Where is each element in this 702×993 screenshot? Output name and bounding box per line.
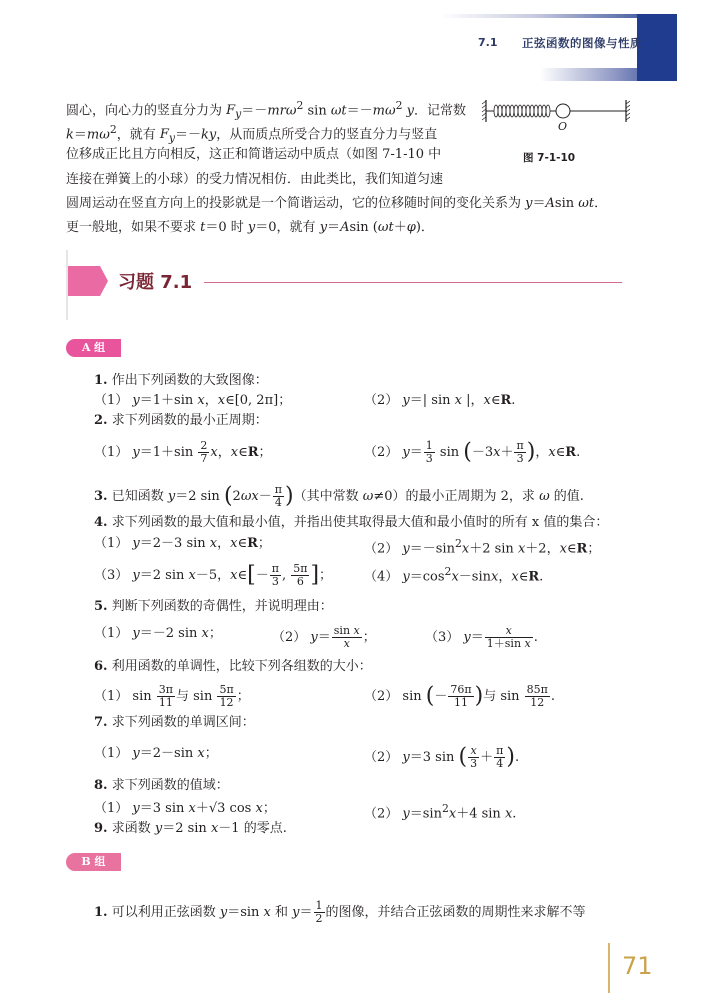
figure-caption: 图 7-1-10 xyxy=(523,152,576,164)
question-6 xyxy=(94,658,372,676)
intro-line-2: $k=m\omega^2$，就有 $F_y=-ky$，从而质点所受合力的竖直分力与竖直 xyxy=(66,123,438,145)
question-number: 7. xyxy=(94,715,108,730)
question-stem: 求下列函数的最小正周期： xyxy=(111,413,268,428)
group-a-badge: A 组 xyxy=(66,339,121,357)
intro-line-4: 连接在弹簧上的小球）的受力情况相仿．由此类比，我们知道匀速 xyxy=(66,172,444,187)
question-7 xyxy=(94,714,255,732)
section-title: 正弦函数的图像与性质 xyxy=(522,36,642,50)
question-5-part-3: （3） y＝ $\frac{x}{\text{1＋sin x}}$ . xyxy=(425,624,538,650)
exercise-title-rule xyxy=(204,282,622,283)
question-5-part-1: （1） y＝－2 sin x； xyxy=(94,626,222,641)
question-stem: 求下列函数的值域： xyxy=(111,778,229,793)
question-2-part-1: （1） y＝1＋sin $\frac{2}{7}$ x，x∈R； xyxy=(94,439,272,465)
header-blue-block xyxy=(637,14,677,81)
question-1-part-2: （2） y＝| sin x |，x∈R. xyxy=(364,393,516,408)
question-number: 9. xyxy=(94,821,108,836)
question-2-part-2: （2） y＝ $\frac{1}{3}$ sin (－3x＋ $\frac{\pi}{3}$ )，x∈R. xyxy=(364,439,581,465)
question-stem: 作出下列函数的大致图像： xyxy=(111,373,268,388)
question-number: 5. xyxy=(94,599,108,614)
figure-point-label: O xyxy=(558,120,568,133)
question-9: 9. 求函数 y＝2 sin x－1 的零点. xyxy=(94,821,287,836)
question-number: 4. xyxy=(94,515,108,530)
intro-line-6: 更一般地，如果不要求 t＝0 时 y＝0，就有 y＝Asin (ωt＋φ)． xyxy=(66,220,434,235)
question-2 xyxy=(94,412,268,430)
question-1-part-1: （1） y＝1＋sin x，x∈[0, 2π]； xyxy=(94,393,292,408)
section-number: 7.1 xyxy=(478,36,498,49)
page-number: 71 xyxy=(622,952,653,980)
question-7-part-1: （1） y＝2－sin x； xyxy=(94,746,218,761)
exercise-side-rule xyxy=(66,250,68,320)
question-4-part-3: （3） y＝2 sin x－5，x∈[－ $\frac{\pi}{3}$ , $\frac{5\pi}{6}$ ]； xyxy=(94,562,333,588)
question-stem: 求下列函数的单调区间： xyxy=(111,715,255,730)
exercise-title: 习题 7.1 xyxy=(118,272,193,293)
exercise-flag-icon xyxy=(68,266,108,296)
question-number: 1. xyxy=(94,905,108,920)
intro-line-5: 圆周运动在竖直方向上的投影就是一个简谐运动，它的位移随时间的变化关系为 y＝Asin ωt． xyxy=(66,196,608,211)
question-stem: 利用函数的单调性，比较下列各组数的大小： xyxy=(111,659,372,674)
intro-line-3: 位移成正比且方向相反，这正和简谐运动中质点（如图 7-1-10 中 xyxy=(66,147,442,162)
question-8 xyxy=(94,777,229,795)
question-6-part-1: （1） sin $\frac{3\pi}{11}$ 与 sin $\frac{5\pi}{12}$ ； xyxy=(94,683,250,709)
question-7-part-2: （2） y＝3 sin ( $\frac{x}{3}$ ＋ $\frac{\pi}{4}$ ). xyxy=(364,744,520,770)
question-3: 3. 已知函数 y＝2 sin (2ωx－ $\frac{\pi}{4}$ )（其中常数 ω≠0）的最小正周期为 2，求 ω 的值. xyxy=(94,483,584,509)
intro-line-1: 圆心，向心力的竖直分力为 $F_y=-mr\omega^2$ $\sin \omega t=-m\omega^2$ y．记常数 xyxy=(66,99,467,121)
question-number: 8. xyxy=(94,778,108,793)
question-4-part-4: （4） $y=\cos^2x-\sin x$，x∈R. xyxy=(364,565,544,585)
question-4-part-2: （2） $y=-\sin^2x+2$ sin x＋2，x∈R； xyxy=(364,537,601,557)
question-number: 2. xyxy=(94,413,108,428)
group-b-question-1: 1. 可以利用正弦函数 y＝sin x 和 y＝ $\frac{1}{2}$ 的图像，并结合正弦函数的周期性来求解不等 xyxy=(94,899,586,925)
question-6-part-2: （2） sin (－ $\frac{76\pi}{11}$ )与 sin $\frac{85\pi}{12}$ . xyxy=(364,683,556,709)
question-5 xyxy=(94,598,333,616)
question-stem: 求下列函数的最大值和最小值，并指出使其取得最大值和最小值时的所有 x 值的集合： xyxy=(111,515,609,530)
question-4-part-1: （1） y＝2－3 sin x，x∈R； xyxy=(94,536,271,551)
question-1 xyxy=(94,372,268,390)
question-number: 6. xyxy=(94,659,108,674)
group-b-badge: B 组 xyxy=(66,853,121,871)
question-number: 1. xyxy=(94,373,108,388)
spring-ball-figure xyxy=(480,96,630,136)
question-5-part-2: （2） y＝ $\frac{\text{sin x}}{x}$ ； xyxy=(272,624,376,650)
question-8-part-2: （2） $y=\sin^2x+4$ sin x. xyxy=(364,802,517,822)
question-8-part-1: （1） y＝3 sin x＋√3 cos x； xyxy=(94,801,276,816)
question-stem: 判断下列函数的奇偶性，并说明理由： xyxy=(111,599,333,614)
question-4 xyxy=(94,514,608,532)
question-number: 3. xyxy=(94,489,108,504)
page-number-rule xyxy=(608,943,610,993)
